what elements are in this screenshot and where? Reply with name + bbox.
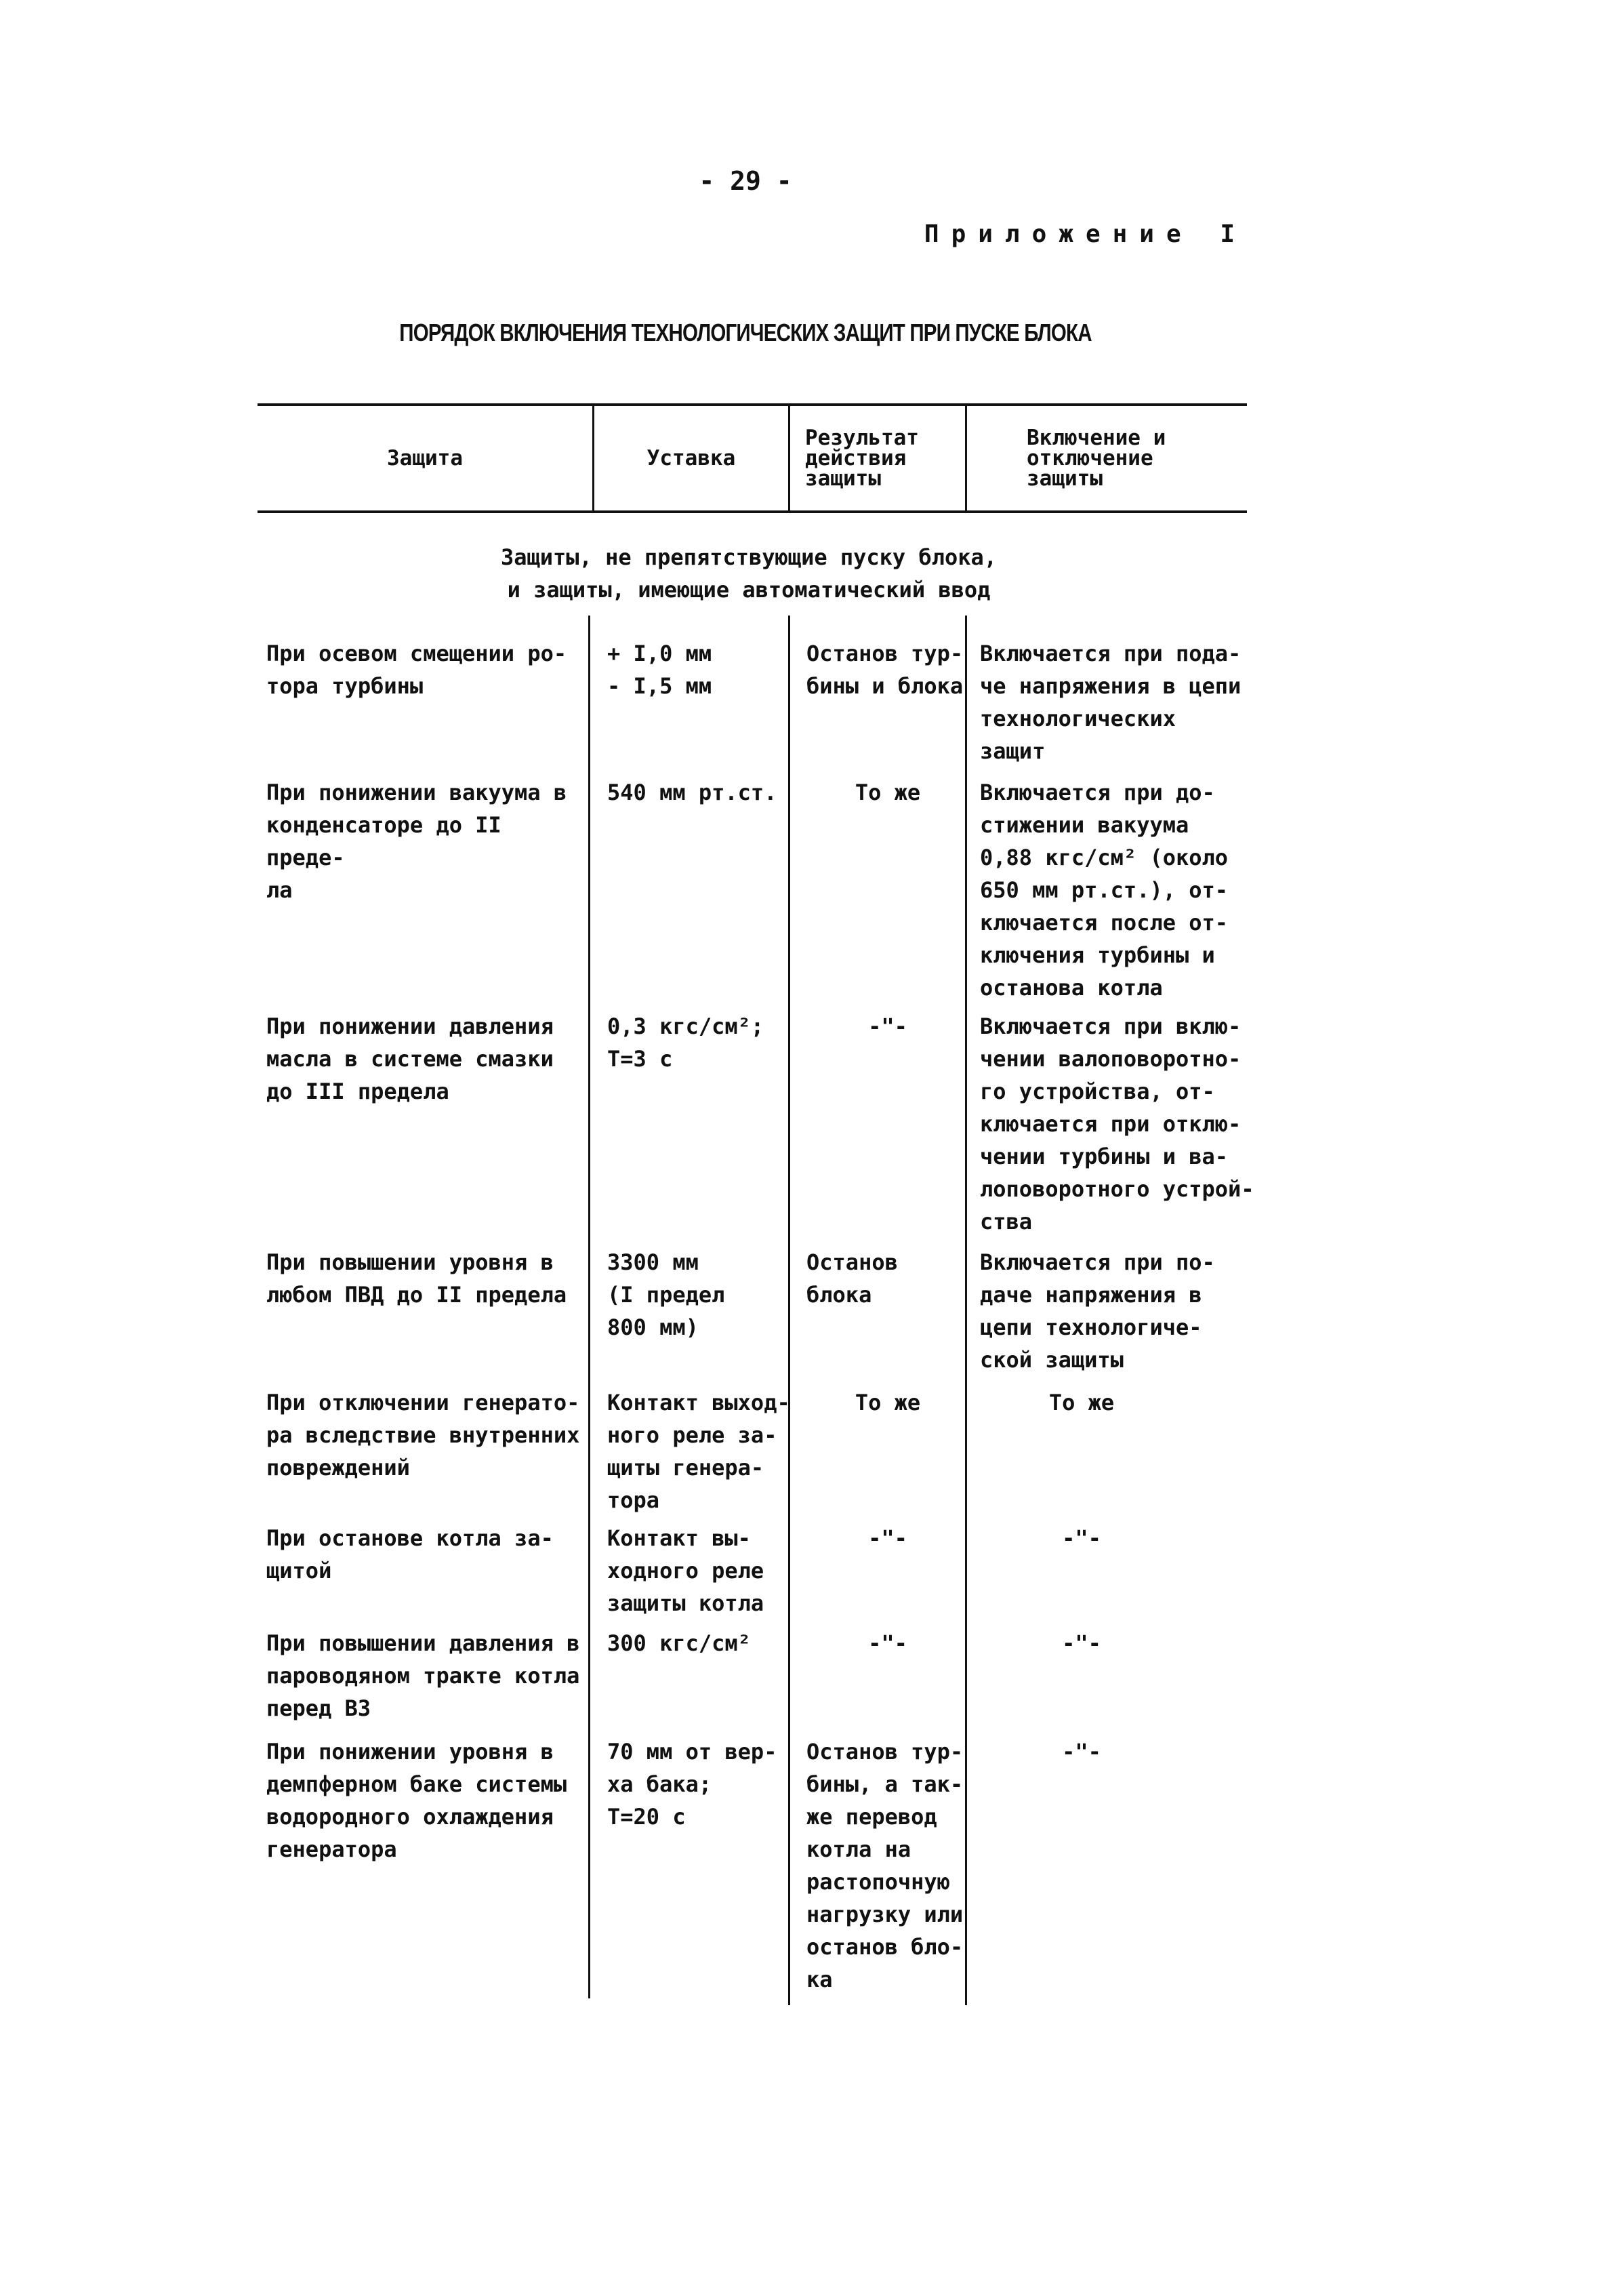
table-cell-setting: 300 кгс/см² bbox=[607, 1630, 751, 1656]
table-cell-switching: -"- bbox=[1062, 1525, 1101, 1551]
table-cell-protection: При останове котла за- щитой bbox=[266, 1525, 554, 1584]
table-header-bottom-rule bbox=[258, 510, 1247, 513]
table-cell-switching: Включается при пода- че напряжения в цепи технологических защит bbox=[980, 641, 1242, 764]
table-cell-protection: При отключении генерато- ра вследствие внутренних повреждений bbox=[266, 1390, 580, 1481]
column-header-protection: Защита bbox=[387, 446, 463, 470]
table-cell-setting: 3300 мм (I предел 800 мм) bbox=[607, 1249, 725, 1340]
table-cell-switching: -"- bbox=[1062, 1630, 1101, 1656]
table-cell-result: То же bbox=[855, 780, 921, 805]
table-cell-result: -"- bbox=[868, 1630, 907, 1656]
table-cell-protection: При понижении уровня в демпферном баке системы водородного охлаждения генератора bbox=[266, 1739, 567, 1862]
header-divider-3 bbox=[965, 405, 967, 512]
table-cell-switching: Включается при вклю- чении валоповоротно- го устройства, от- ключается при отклю- чении турбины и ва- лоповоротного устрой- ства bbox=[980, 1013, 1254, 1234]
column-header-setting: Уставка bbox=[647, 446, 736, 470]
table-cell-switching: Включается при до- стижении вакуума 0,88 кгс/см² (около 650 мм рт.ст.), от- ключается после от- ключения турбины и останова котла bbox=[980, 780, 1229, 1001]
table-cell-switching: -"- bbox=[1062, 1739, 1101, 1765]
table-cell-protection: При повышении давления в пароводяном тракте котла перед ВЗ bbox=[266, 1630, 580, 1721]
table-cell-switching: То же bbox=[1048, 1390, 1115, 1415]
table-cell-protection: При понижении вакуума в конденсаторе до II преде- ла bbox=[266, 780, 567, 903]
table-cell-setting: + I,0 мм - I,5 мм bbox=[607, 641, 712, 699]
page-number: - 29 - bbox=[699, 166, 792, 196]
header-divider-2 bbox=[788, 405, 790, 512]
table-cell-result: -"- bbox=[868, 1013, 907, 1039]
table-top-rule bbox=[258, 403, 1247, 406]
table-cell-setting: 0,3 кгс/см²; Т=3 с bbox=[607, 1013, 764, 1072]
table-cell-result: Останов тур- бины и блока bbox=[806, 641, 964, 699]
section-caption: Защиты, не препятствующие пуску блока, и защиты, имеющие автоматический ввод bbox=[500, 544, 998, 603]
table-cell-result: -"- bbox=[868, 1525, 907, 1551]
table-cell-switching: Включается при по- даче напряжения в цепи технологиче- ской защиты bbox=[980, 1249, 1215, 1373]
table-cell-result: То же bbox=[855, 1390, 921, 1415]
appendix-label: Приложение I bbox=[924, 220, 1247, 248]
table-cell-protection: При осевом смещении ро- тора турбины bbox=[266, 641, 567, 699]
table-cell-result: Останов тур- бины, а так- же перевод котла на растопочную нагрузку или останов бло- ка bbox=[806, 1739, 964, 1992]
table-cell-setting: 70 мм от вер- ха бака; Т=20 с bbox=[607, 1739, 777, 1830]
table-cell-setting: 540 мм рт.ст. bbox=[607, 780, 777, 805]
table-cell-setting: Контакт выход- ного реле за- щиты генера- тора bbox=[607, 1390, 790, 1513]
table-cell-protection: При повышении уровня в любом ПВД до II предела bbox=[266, 1249, 567, 1308]
column-header-switching: Включение и отключение защиты bbox=[1027, 426, 1166, 491]
document-title: ПОРЯДОК ВКЛЮЧЕНИЯ ТЕХНОЛОГИЧЕСКИХ ЗАЩИТ ПРИ ПУСКЕ БЛОКА bbox=[399, 319, 1092, 346]
table-cell-result: Останов блока bbox=[806, 1249, 898, 1308]
column-header-result: Результат действия защиты bbox=[805, 426, 919, 491]
table-cell-setting: Контакт вы- ходного реле защиты котла bbox=[607, 1525, 764, 1616]
table-cell-protection: При понижении давления масла в системе смазки до III предела bbox=[266, 1013, 554, 1104]
